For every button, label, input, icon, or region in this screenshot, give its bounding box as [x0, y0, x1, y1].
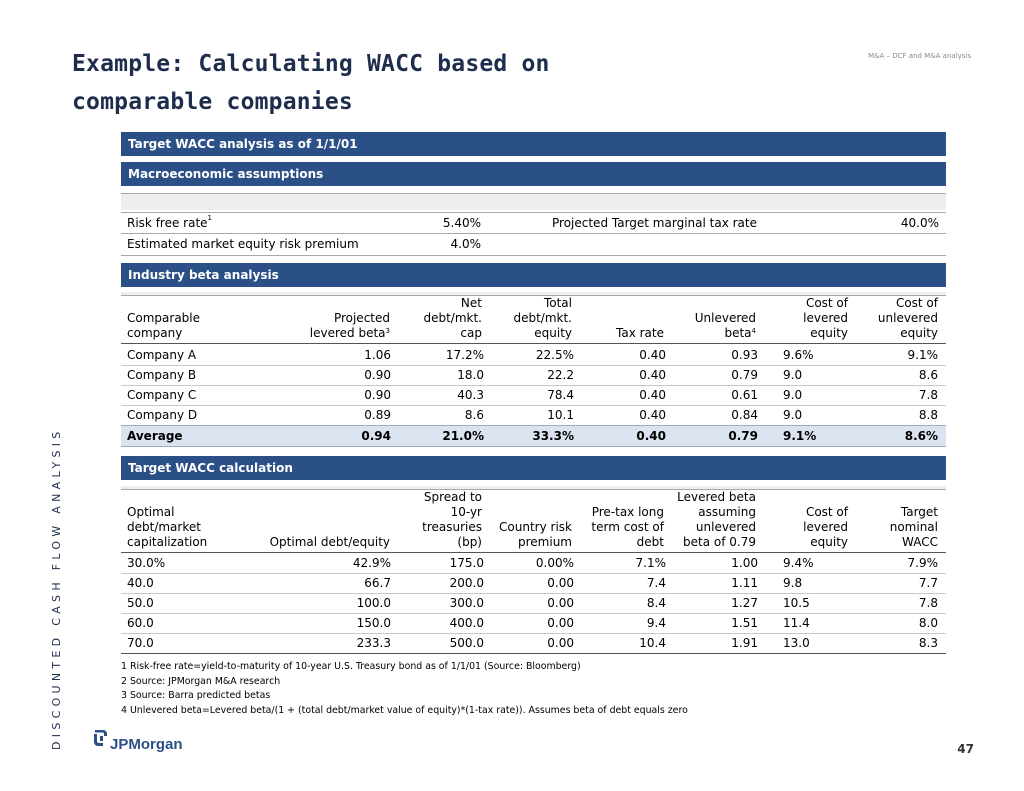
page-title: Example: Calculating WACC based on comparable companies [72, 51, 550, 115]
cell-netdebt: 18.0 [457, 368, 484, 382]
cell-tw: 8.0 [918, 616, 938, 630]
cell-unlev: 0.79 [728, 429, 758, 443]
divider [121, 343, 946, 344]
col-header-company: Comparable company [127, 311, 201, 340]
cell-opt: 50.0 [127, 596, 154, 610]
cell-netdebt: 21.0% [442, 429, 484, 443]
tax-rate-label: Projected Target marginal tax rate [552, 216, 757, 230]
cell-col: 9.0 [783, 408, 803, 422]
cell-company: Company B [127, 368, 197, 382]
cell-opt: 60.0 [127, 616, 154, 630]
macro-row-risk-free [121, 213, 946, 233]
cell-col: 13.0 [783, 636, 810, 650]
cell-total: 33.3% [532, 429, 574, 443]
risk-free-value: 5.40% [442, 216, 481, 230]
cell-ptc: 9.4 [646, 616, 666, 630]
cell-netdebt: 8.6 [464, 408, 484, 422]
side-section-label: DISCOUNTED CASH FLOW ANALYSIS [50, 427, 63, 750]
cell-levered: 0.90 [364, 388, 391, 402]
cell-levered: 0.89 [364, 408, 391, 422]
cell-tw: 8.3 [918, 636, 938, 650]
footnote: 1 Risk-free rate=yield-to-maturity of 10-year U.S. Treasury bond as of 1/1/01 (Source: Bloomberg) [121, 661, 581, 672]
footnote: 3 Source: Barra predicted betas [121, 690, 271, 702]
premium-label: Estimated market equity risk premium [127, 237, 359, 251]
cell-col: 9.1% [783, 429, 817, 443]
cell-lb: 1.51 [731, 616, 758, 630]
cell-ptc: 10.4 [639, 636, 666, 650]
cell-crp: 0.00 [547, 576, 574, 590]
cell-unlev: 0.84 [731, 408, 758, 422]
tax-rate-value: 40.0% [900, 216, 939, 230]
col-header-spread: Spread to 10-yr treasuries (bp) [422, 490, 482, 549]
footnote: 2 Source: JPMorgan M&A research [121, 675, 281, 687]
cell-opt: 30.0% [127, 556, 166, 570]
cell-cou: 7.8 [918, 388, 938, 402]
cell-company: Company A [127, 348, 197, 362]
cell-lb: 1.11 [731, 576, 758, 590]
cell-crp: 0.00 [547, 636, 574, 650]
cell-levered: 1.06 [364, 348, 391, 362]
cell-unlev: 0.93 [731, 348, 758, 362]
cell-crp: 0.00% [535, 556, 574, 570]
cell-lb: 1.27 [731, 596, 758, 610]
cell-cou: 8.8 [918, 408, 938, 422]
cell-crp: 0.00 [547, 616, 574, 630]
col-header-cost-levered: Cost of levered equity [803, 296, 848, 340]
cell-tax: 0.40 [636, 429, 666, 443]
col-header-levered-beta-assumed: Levered beta assuming unlevered beta of 0.79 [677, 490, 756, 549]
table-row [121, 405, 946, 425]
header-section-label: M&A – DCF and M&A analysis [868, 52, 972, 60]
cell-col: 9.0 [783, 388, 803, 402]
divider [121, 489, 946, 490]
col-header-net-debt: Net debt/mkt. cap [423, 296, 482, 340]
page-number: 47 [957, 742, 974, 756]
macro-spacer-strip [121, 194, 946, 210]
cell-tax: 0.40 [639, 348, 666, 362]
cell-cou: 9.1% [907, 348, 938, 362]
cell-unlev: 0.79 [731, 368, 758, 382]
cell-company: Company C [127, 388, 197, 402]
col-header-optimal-cap: Optimal debt/market capitalization [127, 505, 208, 549]
cell-col: 11.4 [783, 616, 810, 630]
col-header-unlevered-beta: Unlevered beta$^4$ [694, 311, 756, 340]
cell-col: 10.5 [783, 596, 810, 610]
divider [121, 193, 946, 194]
table-row [121, 573, 946, 593]
analysis-header-bar: Target WACC analysis as of 1/1/01 [121, 132, 946, 156]
col-header-levered-beta: Projected levered beta$^3$ [309, 311, 390, 340]
table-row [121, 613, 946, 633]
table-row [121, 633, 946, 653]
cell-netdebt: 40.3 [457, 388, 484, 402]
cell-tw: 7.8 [918, 596, 938, 610]
cell-cou: 8.6 [918, 368, 938, 382]
cell-tax: 0.40 [639, 408, 666, 422]
cell-tax: 0.40 [639, 368, 666, 382]
col-header-tax-rate: Tax rate [616, 326, 664, 340]
cell-spread: 200.0 [449, 576, 484, 590]
cell-tw: 7.7 [918, 576, 938, 590]
cell-de: 66.7 [364, 576, 391, 590]
cell-company: Company D [127, 408, 198, 422]
cell-cou: 8.6% [904, 429, 938, 443]
divider [121, 255, 946, 256]
premium-value: 4.0% [450, 237, 481, 251]
table-row [121, 385, 946, 405]
row-divider [121, 653, 946, 654]
cell-netdebt: 17.2% [445, 348, 484, 362]
table-row [121, 365, 946, 385]
cell-col: 9.8 [783, 576, 803, 590]
cell-lb: 1.91 [731, 636, 758, 650]
beta-section-bar: Industry beta analysis [121, 263, 946, 287]
cell-col: 9.6% [783, 348, 814, 362]
cell-tax: 0.40 [639, 388, 666, 402]
cell-opt: 40.0 [127, 576, 154, 590]
cell-total: 78.4 [547, 388, 574, 402]
cell-de: 233.3 [356, 636, 391, 650]
table-row [121, 553, 946, 573]
cell-de: 100.0 [356, 596, 391, 610]
cell-spread: 400.0 [449, 616, 484, 630]
cell-spread: 300.0 [449, 596, 484, 610]
cell-tw: 7.9% [907, 556, 938, 570]
average-row [121, 425, 946, 447]
cell-spread: 500.0 [449, 636, 484, 650]
cell-ptc: 7.4 [646, 576, 666, 590]
cell-total: 22.5% [535, 348, 574, 362]
cell-total: 22.2 [547, 368, 574, 382]
table-row [121, 345, 946, 365]
cell-total: 10.1 [547, 408, 574, 422]
cell-ptc: 8.4 [646, 596, 666, 610]
cell-unlev: 0.61 [731, 388, 758, 402]
col-header-optimal-de: Optimal debt/equity [269, 535, 390, 549]
logo-text: JPMorgan [110, 736, 183, 753]
cell-de: 42.9% [352, 556, 391, 570]
col-header-pretax-debt: Pre-tax long term cost of debt [591, 505, 664, 549]
cell-col: 9.4% [783, 556, 814, 570]
col-header-cost-unlevered: Cost of unlevered equity [877, 296, 938, 340]
cell-opt: 70.0 [127, 636, 154, 650]
cell-crp: 0.00 [547, 596, 574, 610]
macro-section-bar: Macroeconomic assumptions [121, 162, 946, 186]
cell-company: Average [127, 429, 183, 443]
wacc-section-bar: Target WACC calculation [121, 456, 946, 480]
col-header-country-risk: Country risk premium [499, 520, 572, 549]
cell-levered: 0.94 [361, 429, 391, 443]
col-header-total-debt: Total debt/mkt. equity [513, 296, 572, 340]
footnote: 4 Unlevered beta=Levered beta/(1 + (total debt/market value of equity)*(1-tax rate)). Assumes beta of debt equals zero [121, 704, 688, 716]
footnotes [121, 660, 688, 718]
cell-ptc: 7.1% [635, 556, 666, 570]
cell-col: 9.0 [783, 368, 803, 382]
cell-de: 150.0 [356, 616, 391, 630]
risk-free-label: Risk free rate$^1$ [127, 214, 213, 230]
jpmorgan-logo-icon [93, 728, 109, 748]
col-header-wacc-cost-levered: Cost of levered equity [803, 505, 848, 549]
cell-spread: 175.0 [449, 556, 484, 570]
col-header-target-wacc: Target nominal WACC [889, 505, 938, 549]
table-row [121, 593, 946, 613]
cell-levered: 0.90 [364, 368, 391, 382]
macro-row-premium [121, 234, 946, 254]
cell-lb: 1.00 [731, 556, 758, 570]
